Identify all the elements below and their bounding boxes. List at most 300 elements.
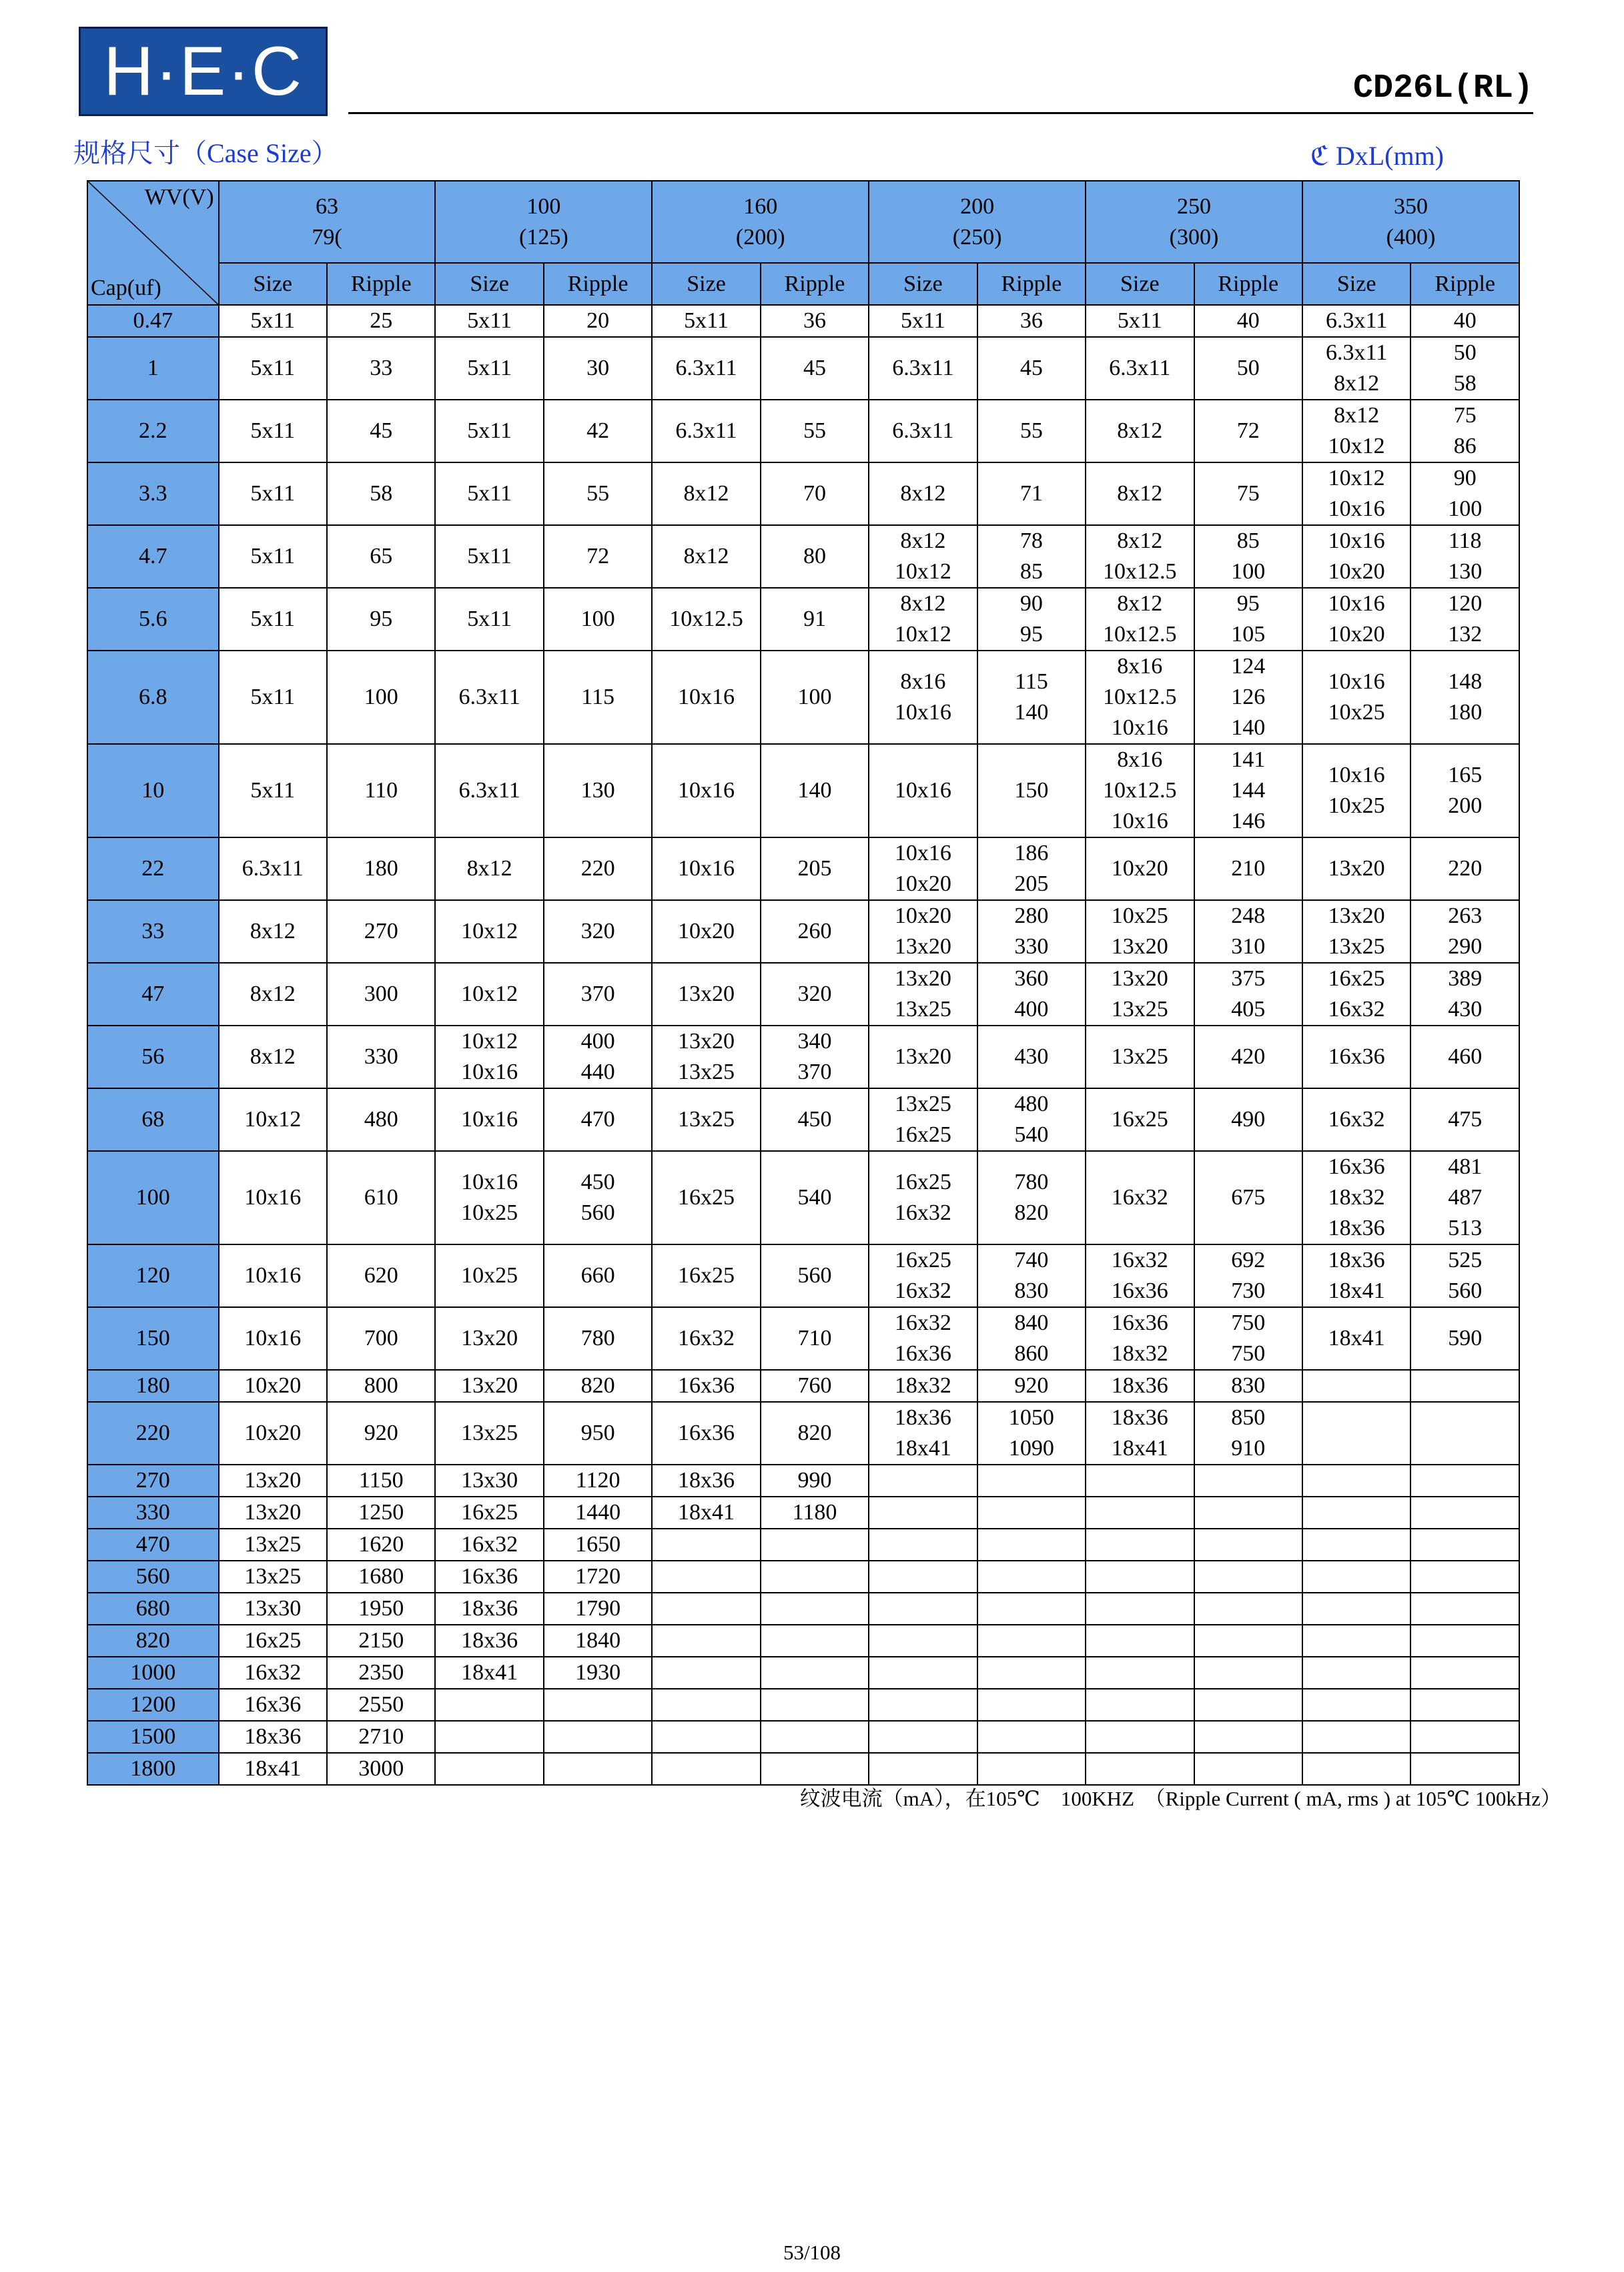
working-voltage: 350 [1393,194,1428,219]
case-size-cell: 8x16 10x16 [869,651,977,744]
case-size-cell [1086,1497,1194,1529]
ripple-current-cell: 150 [977,744,1086,837]
case-size-cell [869,1657,977,1689]
case-size-cell: 18x36 [219,1721,327,1753]
case-size-cell: 16x25 [1086,1088,1194,1151]
case-size-cell [1302,1689,1410,1721]
case-size-cell [1302,1529,1410,1561]
ripple-current-cell [761,1593,869,1625]
ripple-current-cell [1410,1529,1519,1561]
case-size-cell [869,1497,977,1529]
size-column-header: Size [1302,263,1410,305]
ripple-current-cell: 20 [544,305,652,337]
case-size-cell: 16x36 [652,1370,760,1402]
ripple-current-cell: 1930 [544,1657,652,1689]
ripple-current-cell [1194,1657,1302,1689]
ripple-current-cell: 115 140 [977,651,1086,744]
capacitance-cell: 6.8 [87,651,219,744]
case-size-cell: 6.3x11 [1302,305,1410,337]
ripple-current-cell: 80 [761,525,869,588]
ripple-current-cell: 320 [761,963,869,1026]
ripple-current-cell [544,1721,652,1753]
case-size-cell [1086,1721,1194,1753]
ripple-column-header: Ripple [544,263,652,305]
ripple-current-cell [1410,1721,1519,1753]
case-size-cell: 5x11 [219,525,327,588]
case-size-cell: 10x16 10x25 [435,1151,543,1244]
ripple-current-cell: 120 132 [1410,588,1519,651]
case-size-cell: 10x20 13x20 [869,900,977,963]
ripple-current-cell: 470 [544,1088,652,1151]
case-size-cell [1302,1657,1410,1689]
ripple-current-cell: 148 180 [1410,651,1519,744]
case-size-cell: 10x12 [435,963,543,1026]
ripple-current-cell: 118 130 [1410,525,1519,588]
ripple-current-cell: 850 910 [1194,1402,1302,1465]
case-size-cell: 6.3x11 [1086,337,1194,400]
ripple-current-cell: 91 [761,588,869,651]
case-size-cell: 10x16 [435,1088,543,1151]
ripple-current-cell [1194,1625,1302,1657]
ripple-current-cell [761,1689,869,1721]
case-size-cell: 13x20 [652,963,760,1026]
case-size-cell: 16x36 [1302,1026,1410,1088]
ripple-current-cell: 33 [327,337,435,400]
ripple-current-cell: 675 [1194,1151,1302,1244]
ripple-current-cell [761,1561,869,1593]
case-size-cell: 6.3x11 [435,651,543,744]
case-size-cell: 10x16 [652,744,760,837]
case-size-cell [652,1657,760,1689]
case-size-cell: 10x16 [652,651,760,744]
ripple-current-cell: 30 [544,337,652,400]
table-row [87,1088,1519,1151]
case-size-cell: 5x11 [219,651,327,744]
case-size-cell: 16x25 [435,1497,543,1529]
voltage-group-header [652,181,869,263]
capacitance-cell: 1800 [87,1753,219,1785]
ripple-current-cell: 320 [544,900,652,963]
ripple-current-cell: 950 [544,1402,652,1465]
table-row [87,1402,1519,1465]
ripple-current-cell: 590 [1410,1307,1519,1370]
ripple-current-cell [1410,1593,1519,1625]
table-row [87,1689,1519,1721]
capacitance-cell: 33 [87,900,219,963]
ripple-current-cell: 460 [1410,1026,1519,1088]
working-voltage: 160 [743,194,778,219]
case-size-table [87,180,1520,1786]
case-size-cell [652,1529,760,1561]
ripple-current-cell [977,1753,1086,1785]
case-size-cell: 13x30 [219,1593,327,1625]
capacitance-cell: 1 [87,337,219,400]
ripple-current-cell: 700 [327,1307,435,1370]
case-size-cell [1086,1593,1194,1625]
ripple-current-cell: 141 144 146 [1194,744,1302,837]
case-size-cell: 13x20 13x25 [1086,963,1194,1026]
ripple-current-cell: 480 [327,1088,435,1151]
case-size-cell: 13x20 [219,1465,327,1497]
case-size-cell [1086,1657,1194,1689]
ripple-current-cell: 2710 [327,1721,435,1753]
case-size-cell [435,1721,543,1753]
ripple-current-cell: 1840 [544,1625,652,1657]
working-voltage: 200 [960,194,995,219]
case-size-cell: 18x36 [435,1625,543,1657]
ripple-current-cell: 45 [761,337,869,400]
ripple-current-cell: 45 [977,337,1086,400]
case-size-cell: 5x11 [219,337,327,400]
ripple-current-cell: 100 [544,588,652,651]
table-row [87,1529,1519,1561]
case-size-cell [1086,1689,1194,1721]
case-size-cell: 10x12.5 [652,588,760,651]
capacitance-cell: 180 [87,1370,219,1402]
capacitance-cell: 3.3 [87,462,219,525]
table-row [87,1625,1519,1657]
ripple-current-cell: 40 [1410,305,1519,337]
case-size-cell [869,1753,977,1785]
case-size-cell: 16x25 16x32 [869,1151,977,1244]
capacitance-cell: 820 [87,1625,219,1657]
case-size-cell: 13x25 [219,1561,327,1593]
case-size-cell: 16x25 [652,1151,760,1244]
case-size-cell [652,1721,760,1753]
surge-voltage: (300) [1169,224,1219,250]
ripple-column-header: Ripple [1410,263,1519,305]
surge-voltage: (250) [952,224,1002,250]
case-size-cell: 10x20 [219,1402,327,1465]
ripple-current-cell [977,1593,1086,1625]
ripple-column-header: Ripple [1194,263,1302,305]
case-size-cell: 18x41 [435,1657,543,1689]
table-row [87,1026,1519,1088]
case-size-cell [1302,1402,1410,1465]
case-size-cell: 18x41 [219,1753,327,1785]
case-size-cell: 5x11 [869,305,977,337]
ripple-current-cell: 800 [327,1370,435,1402]
case-size-cell: 13x25 [652,1088,760,1151]
ripple-current-cell [977,1625,1086,1657]
ripple-current-cell [1410,1497,1519,1529]
case-size-cell: 16x25 16x32 [1302,963,1410,1026]
case-size-cell [435,1753,543,1785]
case-size-cell: 5x11 [435,400,543,462]
ripple-current-cell: 50 58 [1410,337,1519,400]
case-size-cell: 8x12 10x12.5 [1086,588,1194,651]
case-size-cell: 10x20 [652,900,760,963]
table-row [87,305,1519,337]
table-row [87,525,1519,588]
case-size-cell [1302,1370,1410,1402]
case-size-cell [1086,1625,1194,1657]
ripple-current-cell: 260 [761,900,869,963]
table-row [87,1244,1519,1307]
ripple-current-cell: 620 [327,1244,435,1307]
ripple-current-cell: 780 820 [977,1151,1086,1244]
ripple-current-cell: 1720 [544,1561,652,1593]
capacitance-cell: 5.6 [87,588,219,651]
ripple-current-cell: 70 [761,462,869,525]
ripple-current-cell: 2550 [327,1689,435,1721]
case-size-cell [869,1721,977,1753]
capacitance-cell: 330 [87,1497,219,1529]
case-size-cell: 6.3x11 8x12 [1302,337,1410,400]
capacitance-cell: 68 [87,1088,219,1151]
ripple-current-cell: 210 [1194,837,1302,900]
case-size-cell: 8x12 [219,1026,327,1088]
case-size-cell [1302,1753,1410,1785]
case-size-cell: 16x36 [219,1689,327,1721]
ripple-current-cell [761,1721,869,1753]
case-size-cell: 10x20 [219,1370,327,1402]
case-size-cell: 10x16 [869,744,977,837]
case-size-cell: 8x12 [652,525,760,588]
case-size-cell: 5x11 [1086,305,1194,337]
case-size-cell [869,1465,977,1497]
ripple-current-cell [1410,1465,1519,1497]
ripple-current-cell: 1250 [327,1497,435,1529]
case-size-cell [1086,1465,1194,1497]
ripple-current-cell [977,1497,1086,1529]
ripple-current-cell: 840 860 [977,1307,1086,1370]
case-size-cell: 10x16 [219,1244,327,1307]
ripple-current-cell: 78 85 [977,525,1086,588]
ripple-current-cell: 90 100 [1410,462,1519,525]
case-size-cell: 13x20 13x25 [1302,900,1410,963]
case-size-cell: 5x11 [435,337,543,400]
capacitance-cell: 270 [87,1465,219,1497]
case-size-cell: 8x12 10x12 [1302,400,1410,462]
ripple-current-cell: 3000 [327,1753,435,1785]
case-size-cell: 16x36 [435,1561,543,1593]
ripple-current-cell: 85 100 [1194,525,1302,588]
ripple-current-cell: 75 86 [1410,400,1519,462]
capacitance-cell: 10 [87,744,219,837]
ripple-current-cell [1194,1753,1302,1785]
case-size-cell: 13x25 [219,1529,327,1561]
size-column-header: Size [435,263,543,305]
ripple-current-cell: 50 [1194,337,1302,400]
ripple-current-cell [977,1657,1086,1689]
ripple-current-cell: 45 [327,400,435,462]
table-row [87,1151,1519,1244]
table-row [87,1307,1519,1370]
ripple-current-cell: 990 [761,1465,869,1497]
voltage-group-header [435,181,652,263]
case-size-cell: 16x36 18x32 18x36 [1302,1151,1410,1244]
case-size-cell: 16x32 [1302,1088,1410,1151]
ripple-current-cell: 340 370 [761,1026,869,1088]
ripple-current-cell: 660 [544,1244,652,1307]
ripple-current-cell: 1620 [327,1529,435,1561]
capacitance-cell: 560 [87,1561,219,1593]
case-size-cell: 13x20 13x25 [869,963,977,1026]
surge-voltage: (200) [735,224,785,250]
case-size-cell [435,1689,543,1721]
case-size-cell: 8x12 [219,900,327,963]
ripple-current-cell: 25 [327,305,435,337]
case-size-cell [869,1625,977,1657]
case-size-cell: 5x11 [652,305,760,337]
case-size-cell: 6.3x11 [869,400,977,462]
case-size-cell: 10x16 [219,1151,327,1244]
ripple-current-cell [1410,1561,1519,1593]
ripple-current-cell [544,1689,652,1721]
case-size-cell [1086,1529,1194,1561]
case-size-cell: 10x16 10x20 [1302,588,1410,651]
case-size-cell: 16x32 [435,1529,543,1561]
case-size-cell: 10x16 10x20 [1302,525,1410,588]
capacitance-cell: 100 [87,1151,219,1244]
case-size-cell: 10x12 10x16 [435,1026,543,1088]
ripple-current-cell: 1650 [544,1529,652,1561]
case-size-cell: 18x32 [869,1370,977,1402]
ripple-current-cell [1194,1529,1302,1561]
capacitance-label: Cap(uf) [91,276,161,300]
ripple-current-cell: 36 [977,305,1086,337]
case-size-cell: 8x12 [1086,462,1194,525]
ripple-current-cell: 2350 [327,1657,435,1689]
table-row [87,651,1519,744]
case-size-cell: 5x11 [435,305,543,337]
ripple-current-cell [977,1529,1086,1561]
capacitance-cell: 56 [87,1026,219,1088]
ripple-current-cell: 450 560 [544,1151,652,1244]
case-size-cell: 18x36 [435,1593,543,1625]
ripple-current-cell: 248 310 [1194,900,1302,963]
capacitance-cell: 22 [87,837,219,900]
table-row [87,1370,1519,1402]
case-size-cell: 5x11 [435,588,543,651]
ripple-current-cell: 2150 [327,1625,435,1657]
header-rule [348,112,1533,114]
case-size-cell: 6.3x11 [435,744,543,837]
corner-header-cell [87,181,219,305]
ripple-current-cell: 280 330 [977,900,1086,963]
case-size-cell: 16x32 [652,1307,760,1370]
table-row [87,744,1519,837]
ripple-current-cell: 475 [1410,1088,1519,1151]
capacitance-cell: 150 [87,1307,219,1370]
ripple-current-cell: 420 [1194,1026,1302,1088]
case-size-cell [1302,1465,1410,1497]
case-size-cell: 10x25 13x20 [1086,900,1194,963]
ripple-current-cell [1410,1689,1519,1721]
table-body [87,305,1519,1785]
ripple-current-cell [1194,1497,1302,1529]
case-size-cell [652,1753,760,1785]
ripple-current-cell: 710 [761,1307,869,1370]
ripple-current-cell: 1790 [544,1593,652,1625]
ripple-current-cell: 760 [761,1370,869,1402]
size-column-header: Size [1086,263,1194,305]
case-size-cell [869,1593,977,1625]
ripple-current-cell: 780 [544,1307,652,1370]
table-row [87,900,1519,963]
table-row [87,462,1519,525]
case-size-cell [1302,1561,1410,1593]
ripple-current-cell: 430 [977,1026,1086,1088]
ripple-current-cell: 95 105 [1194,588,1302,651]
case-size-cell: 16x36 [652,1402,760,1465]
table-row [87,1593,1519,1625]
ripple-current-cell: 55 [761,400,869,462]
case-size-cell: 18x36 18x41 [869,1402,977,1465]
working-voltage: 250 [1177,194,1211,219]
case-size-cell [652,1593,760,1625]
case-size-cell: 10x16 [652,837,760,900]
case-size-cell: 18x36 [652,1465,760,1497]
ripple-current-cell: 140 [761,744,869,837]
case-size-cell: 5x11 [219,400,327,462]
ripple-current-cell [1410,1402,1519,1465]
case-size-cell: 8x12 [869,462,977,525]
ripple-current-cell: 740 830 [977,1244,1086,1307]
case-size-cell: 16x36 18x32 [1086,1307,1194,1370]
ripple-current-cell: 1440 [544,1497,652,1529]
capacitance-cell: 0.47 [87,305,219,337]
ripple-current-cell [1194,1465,1302,1497]
dimension-unit-label: ℭ DxL(mm) [1310,141,1444,171]
case-size-cell [652,1561,760,1593]
case-size-cell: 16x32 16x36 [869,1307,977,1370]
table-row [87,337,1519,400]
ripple-current-cell: 186 205 [977,837,1086,900]
capacitance-cell: 4.7 [87,525,219,588]
ripple-current-cell: 124 126 140 [1194,651,1302,744]
case-size-cell: 10x12 [219,1088,327,1151]
ripple-current-cell: 750 750 [1194,1307,1302,1370]
case-size-cell: 10x16 10x20 [869,837,977,900]
case-size-cell: 13x20 13x25 [652,1026,760,1088]
hec-logo [79,27,328,116]
case-size-cell: 10x12 [435,900,543,963]
ripple-current-cell [977,1561,1086,1593]
ripple-current-cell [1410,1753,1519,1785]
ripple-current-cell: 820 [761,1402,869,1465]
case-size-cell: 10x25 [435,1244,543,1307]
case-size-cell: 13x20 [435,1370,543,1402]
ripple-current-cell: 95 [327,588,435,651]
ripple-current-cell: 920 [977,1370,1086,1402]
ripple-current-cell: 375 405 [1194,963,1302,1026]
ripple-current-cell: 65 [327,525,435,588]
ripple-current-cell: 450 [761,1088,869,1151]
surge-voltage: (400) [1386,224,1436,250]
ripple-current-cell [977,1689,1086,1721]
ripple-current-cell [1410,1625,1519,1657]
ripple-current-cell: 560 [761,1244,869,1307]
size-column-header: Size [652,263,760,305]
capacitance-cell: 2.2 [87,400,219,462]
case-size-cell [1302,1625,1410,1657]
case-size-cell [1302,1497,1410,1529]
voltage-group-header [869,181,1086,263]
ripple-current-cell: 1180 [761,1497,869,1529]
case-size-cell: 5x11 [435,462,543,525]
ripple-current-cell: 90 95 [977,588,1086,651]
capacitance-cell: 470 [87,1529,219,1561]
ripple-current-cell: 360 400 [977,963,1086,1026]
ripple-current-cell: 180 [327,837,435,900]
ripple-current-cell: 270 [327,900,435,963]
logo-text: H·E·C [103,33,303,110]
working-voltage: 100 [526,194,561,219]
case-size-cell: 16x32 [1086,1151,1194,1244]
case-size-cell: 8x12 [435,837,543,900]
